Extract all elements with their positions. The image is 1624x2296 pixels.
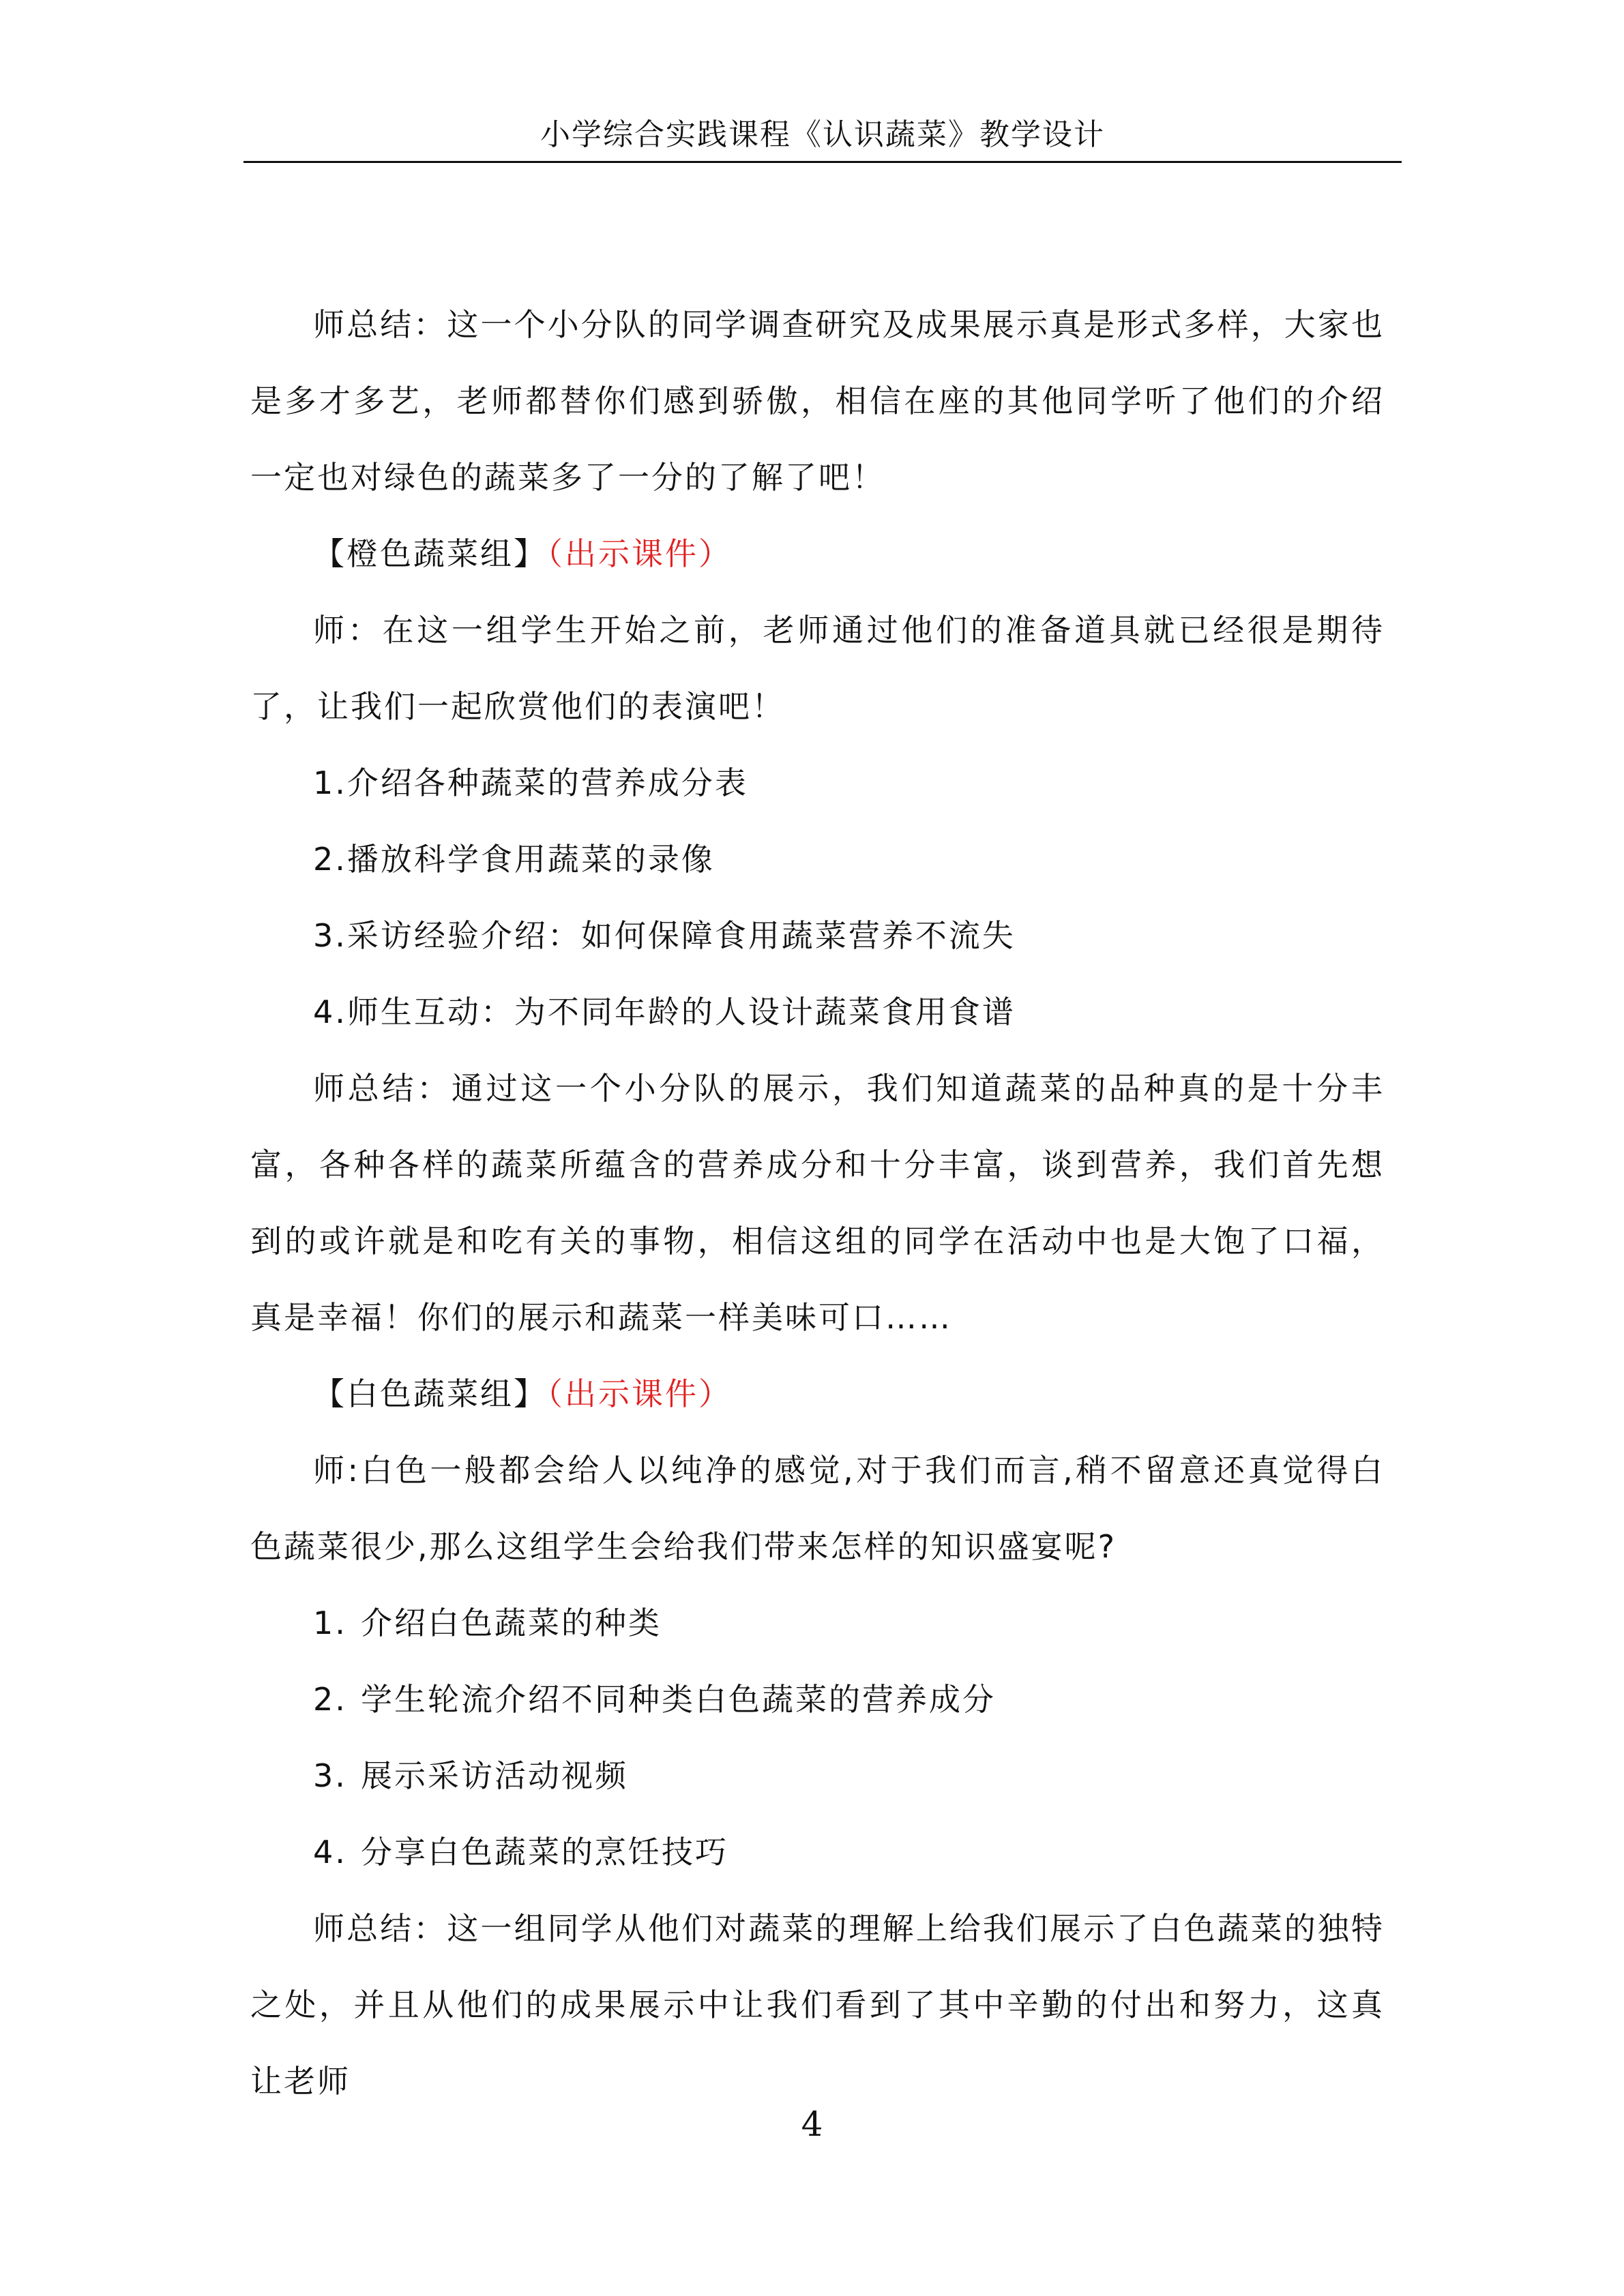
- page-number: 4: [801, 2104, 823, 2144]
- list-item-text: 师生互动：为不同年龄的人设计蔬菜食用食谱: [346, 994, 1016, 1030]
- paragraph-white-intro: 师:白色一般都会给人以纯净的感觉,对于我们而言,稍不留意还真觉得白色蔬菜很少,那么这组学生会给我们带来怎样的知识盛宴呢?: [250, 1452, 1385, 1565]
- list-item-text: 介绍白色蔬菜的种类: [361, 1605, 662, 1641]
- page-header-title: 小学综合实践课程《认识蔬菜》教学设计: [540, 117, 1105, 152]
- list-item-text: 展示采访活动视频: [361, 1757, 628, 1794]
- list-item: [250, 1661, 1385, 1738]
- list-item: [250, 974, 1385, 1050]
- list-item-number: 1.: [313, 764, 347, 801]
- orange-group-title: 【橙色蔬菜组】: [313, 535, 547, 572]
- list-item: [250, 745, 1385, 821]
- list-item-number: 4.: [313, 994, 347, 1030]
- list-item: [250, 821, 1385, 897]
- list-item-text: 播放科学食用蔬菜的录像: [346, 841, 715, 878]
- section-heading-orange: [250, 516, 1385, 592]
- list-item-text: 采访经验介绍：如何保障食用蔬菜营养不流失: [346, 917, 1016, 954]
- section-heading-white: [250, 1356, 1385, 1432]
- white-courseware-note: （出示课件）: [547, 1375, 732, 1412]
- orange-courseware-note: （出示课件）: [547, 535, 732, 572]
- list-item: [250, 897, 1385, 974]
- paragraph-orange-intro: 师：在这一组学生开始之前，老师通过他们的准备道具就已经很是期待了，让我们一起欣赏他们的表演吧！: [250, 612, 1385, 725]
- list-item-number: 4.: [313, 1834, 347, 1870]
- list-item-text: 分享白色蔬菜的烹饪技巧: [361, 1834, 728, 1870]
- paragraph-green-summary: 师总结：这一个小分队的同学调查研究及成果展示真是形式多样，大家也是多才多艺，老师都替你们感到骄傲，相信在座的其他同学听了他们的介绍一定也对绿色的蔬菜多了一分的了解了吧！: [250, 306, 1385, 496]
- list-item-number: 3.: [313, 917, 347, 954]
- document-body: [250, 286, 1385, 2119]
- list-item: [250, 1738, 1385, 1814]
- paragraph-orange-summary: 师总结：通过这一个小分队的展示，我们知道蔬菜的品种真的是十分丰富，各种各样的蔬菜所蕴含的营养成分和十分丰富，谈到营养，我们首先想到的或许就是和吃有关的事物，相信这组的同学在活动中也是大饱了口福，真是幸福！你们的展示和蔬菜一样美味可口……: [250, 1070, 1385, 1336]
- list-item-number: 1.: [313, 1605, 347, 1641]
- list-item-text: 介绍各种蔬菜的营养成分表: [346, 764, 748, 801]
- paragraph-white-summary: 师总结：这一组同学从他们对蔬菜的理解上给我们展示了白色蔬菜的独特之处，并且从他们的成果展示中让我们看到了其中辛勤的付出和努力，这真让老师: [250, 1910, 1385, 2100]
- list-item: [250, 1814, 1385, 1890]
- list-item-text: 学生轮流介绍不同种类白色蔬菜的营养成分: [361, 1681, 996, 1718]
- list-item: [250, 1585, 1385, 1661]
- header-divider: [243, 161, 1402, 163]
- white-group-title: 【白色蔬菜组】: [313, 1375, 547, 1412]
- list-item-number: 2.: [313, 1681, 347, 1718]
- list-item-number: 3.: [313, 1757, 347, 1794]
- list-item-number: 2.: [313, 841, 347, 878]
